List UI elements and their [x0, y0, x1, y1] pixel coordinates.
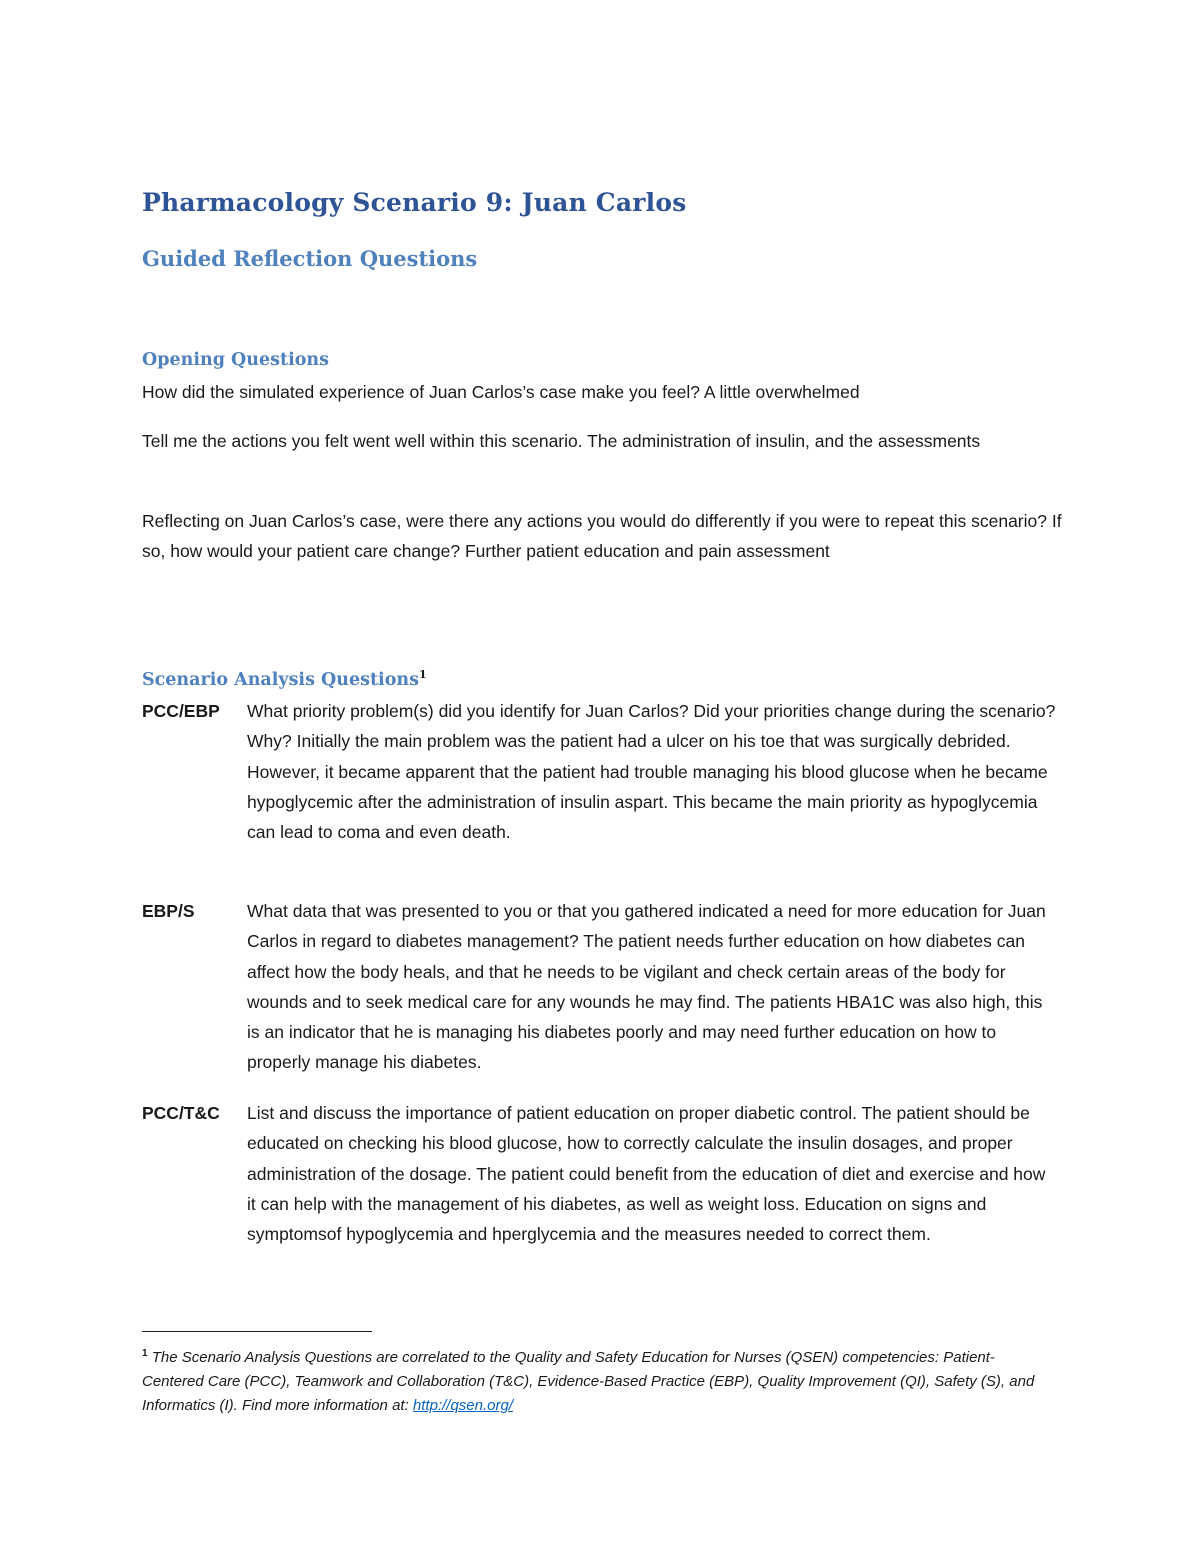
footnote-separator: [142, 1331, 372, 1332]
document-title: Pharmacology Scenario 9: Juan Carlos: [142, 188, 687, 217]
footnote: [142, 1342, 1052, 1419]
qsen-link[interactable]: http://qsen.org/: [412, 1397, 513, 1415]
opening-question-3: Reflecting on Juan Carlos’s case, were there any actions you would do differently if you were to repeat this scenario? If so, how would your patient care change? Further patient education and pain assessment: [142, 511, 1062, 562]
opening-questions-heading: Opening Questions: [142, 350, 329, 370]
opening-question-2: Tell me the actions you felt went well within this scenario. The administration of insulin, and the assessments: [142, 431, 981, 451]
competency-tag: PCC/EBP: [142, 701, 220, 721]
analysis-question-answer: What priority problem(s) did you identify for Juan Carlos? Did your priorities change during the scenario? Why? Initially the main problem was the patient had a ulcer on his toe that was surgically debrided. However, it became apparent that the patient had trouble managing his blood glucose when he became hypoglycemic after the administration of insulin aspart. This became the main priority as hypoglycemia can lead to coma and even death.: [247, 701, 1056, 843]
footnote-text: The Scenario Analysis Questions are correlated to the Quality and Safety Education for Nurses (QSEN) competencies: Patient-Centered Care (PCC), Teamwork and Collaboration (T&C), Evidence-Based Practice (EBP), Quality Improvement (QI), Safety (S), and Informatics (I). Find more information at:: [142, 1349, 1035, 1415]
analysis-question-answer: What data that was presented to you or that you gathered indicated a need for more education for Juan Carlos in regard to diabetes management? The patient needs further education on how diabetes can affect how the body heals, and that he needs to be vigilant and check certain areas of the body for wounds and to seek medical care for any wounds he may find. The patients HBA1C was also high, this is an indicator that he is managing his diabetes poorly and may need further education on how to properly manage his diabetes.: [247, 901, 1046, 1073]
opening-question-1: How did the simulated experience of Juan Carlos’s case make you feel? A little overwhelmed: [142, 382, 860, 402]
scenario-analysis-heading: Scenario Analysis Questions$^1$: [142, 668, 427, 690]
footnote-marker: 1: [142, 1348, 148, 1359]
competency-tag: PCC/T&C: [142, 1103, 220, 1123]
analysis-question-answer: List and discuss the importance of patient education on proper diabetic control. The patient should be educated on checking his blood glucose, how to correctly calculate the insulin dosages, and proper administration of the dosage. The patient could benefit from the education of diet and exercise and how it can help with the management of his diabetes, as well as weight loss. Education on signs and symptomsof hypoglycemia and hperglycemia and the measures needed to correct them.: [247, 1103, 1046, 1245]
footnote-reference[interactable]: 1: [418, 668, 427, 681]
competency-tag: EBP/S: [142, 901, 195, 921]
document-subtitle: Guided Reflection Questions: [142, 246, 478, 271]
